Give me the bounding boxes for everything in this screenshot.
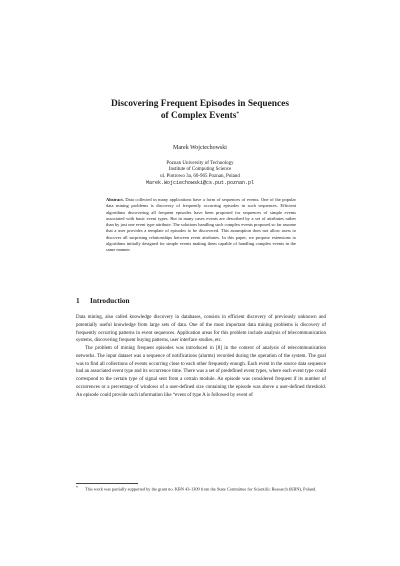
- title-line-1: Discovering Frequent Episodes in Sequences: [111, 99, 289, 109]
- affiliation-institute: Institute of Computing Science: [168, 167, 232, 173]
- section-number: 1: [76, 296, 80, 305]
- footnote-divider: [76, 483, 138, 484]
- title-line-2: [60, 110, 340, 122]
- body-paragraph-1: Data mining, also called knowledge discovery in databases, consists in efficient discovery of previously unknown and potentially useful knowledge from large sets of data. One of the most important data mining problems is discovery of frequently occurring patterns in event sequences. Application areas for this problem include analysis of telecommunication systems, discovering frequent buying patterns, user interface studies, etc.: [76, 315, 326, 344]
- footnote-mark: *: [76, 485, 78, 490]
- body-text: [76, 314, 326, 399]
- footnote: [76, 485, 326, 493]
- author-email: Marek.Wojciechowski@cs.put.poznan.pl: [145, 180, 255, 187]
- abstract-text: Data collected in many applications have a form of sequences of events. One of the popular data mining problems is discovery of frequently occurring episodes in such sequences. Efficient algorithms discovering all frequent episodes have been proposed for sequences of simple events associated with basic event types. But in many cases events are described by a set of attributes rather than by just one event type attribute. The solutions handling such complex events proposed so far assume that a user provides a template of episodes to be discovered. This assumption does not allow users to discover all surprising relationships between event attributes. In this paper, we propose extensions to algorithms initially designed for simple events making them capable of handling complex events in the same manner.: [106, 197, 296, 253]
- affiliation-address: ul. Piotrowo 3a, 60-965 Poznan, Poland: [160, 173, 240, 179]
- paper-title: [60, 98, 340, 122]
- section-title: Introduction: [90, 296, 130, 305]
- affiliation-university: Poznan University of Technology: [166, 161, 234, 166]
- title-line-2-text: of Complex Events: [160, 111, 237, 121]
- body-paragraph-2: The problem of mining frequent episodes was introduced in [8] in the context of analysis of telecommunication networks. The input dataset was a sequence of notifications (alarms) recorded during the operation of the system. The goal was to find all collections of events occurring close to each other frequently enough. Each event in the source data sequence had an associated event type and its occurrence time. There was a set of predefined event types, where each event type could correspond to the certain type of signal sent from a certain module. An episode was considered frequent if its number of occurrences or a percentage of windows of a user-defined size containing the episode was above a user-defined threshold. An episode could provide such information like “event of type A is followed by event of: [76, 346, 326, 398]
- title-footnote-mark: *: [236, 111, 240, 117]
- abstract-label: Abstract.: [106, 197, 124, 202]
- footnote-text: This work was partially supported by the grant no. KBN 43-1309 from the State Committee for Scientific Research (KBN), Poland.: [85, 486, 317, 492]
- abstract: [106, 197, 296, 254]
- author-name: Marek Wojciechowski: [173, 145, 227, 151]
- author-affiliation: [60, 161, 340, 187]
- section-heading: [76, 296, 130, 305]
